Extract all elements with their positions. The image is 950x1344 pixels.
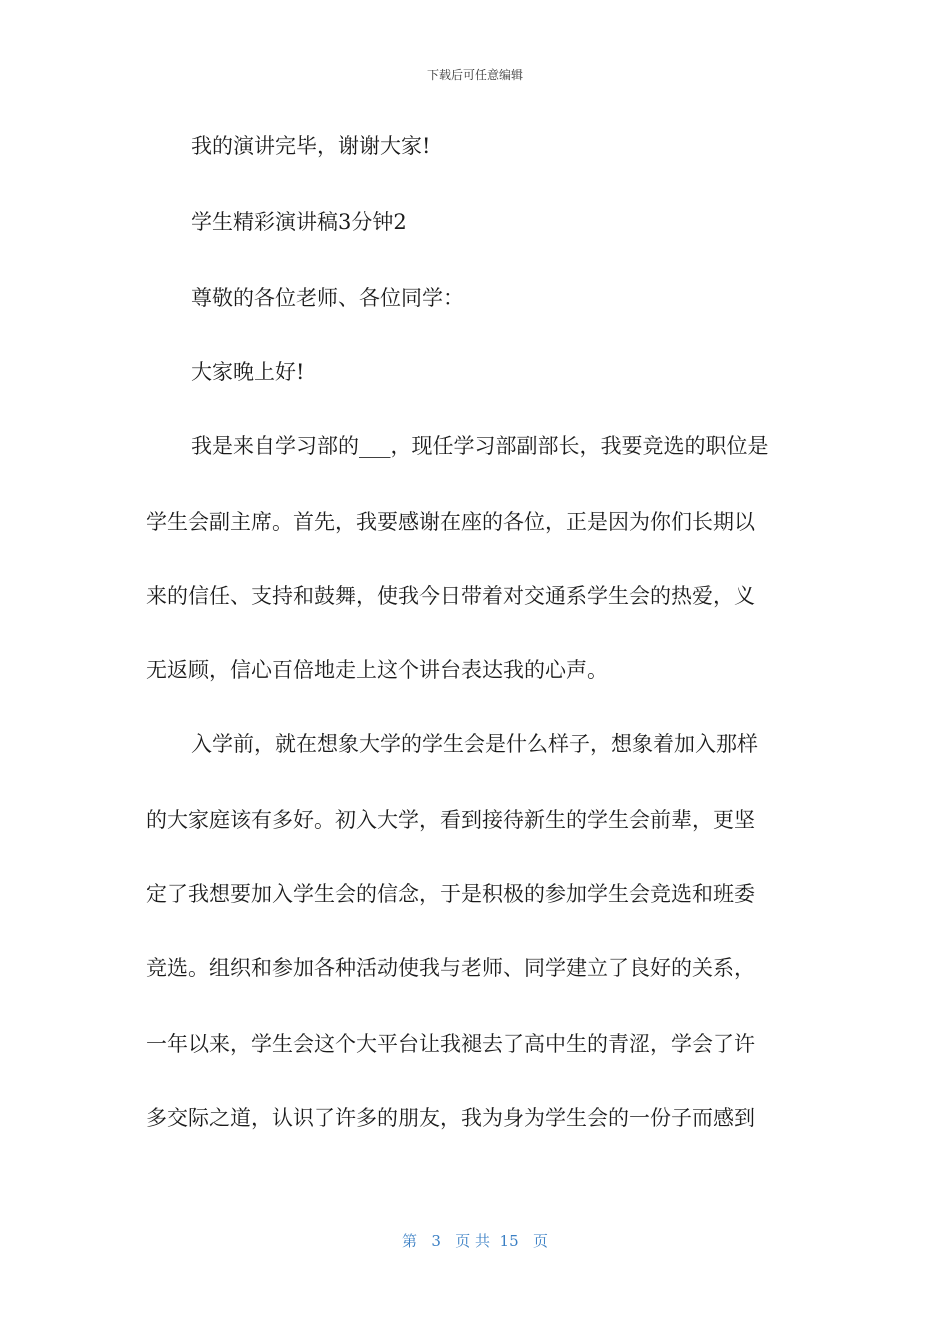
header-note: 下载后可任意编辑: [426, 68, 523, 82]
page-middle: 页 共: [455, 1232, 490, 1250]
text-line: 竞选。组织和参加各种活动使我与老师、同学建立了良好的关系，: [146, 956, 755, 980]
text-line: 定了我想要加入学生会的信念，于是积极的参加学生会竞选和班委: [146, 882, 755, 906]
text-line: 我的演讲完毕，谢谢大家!: [191, 134, 431, 158]
text-line: 入学前，就在想象大学的学生会是什么样子，想象着加入那样: [191, 732, 758, 756]
page-footer: [0, 1230, 950, 1251]
text-line: 一年以来，学生会这个大平台让我褪去了高中生的青涩，学会了许: [146, 1032, 755, 1056]
text-line: 学生会副主席。首先，我要感谢在座的各位，正是因为你们长期以: [146, 510, 755, 534]
text-line: 学生精彩演讲稿3分钟2: [191, 210, 407, 234]
text-line: 尊敬的各位老师、各位同学：: [191, 286, 464, 310]
text-line: 多交际之道，认识了许多的朋友，我为身为学生会的一份子而感到: [146, 1106, 755, 1130]
text-line: 的大家庭该有多好。初入大学，看到接待新生的学生会前辈，更坚: [146, 808, 755, 832]
text-line: 来的信任、支持和鼓舞，使我今日带着对交通系学生会的热爱，义: [146, 584, 755, 608]
page-number: 3: [431, 1232, 441, 1250]
text-line: 大家晚上好!: [191, 360, 305, 384]
page-total: 15: [499, 1232, 519, 1250]
text-line: 我是来自学习部的___，现任学习部副部长，我要竞选的职位是: [191, 434, 769, 458]
page-prefix: 第: [402, 1232, 418, 1250]
text-line: 无返顾，信心百倍地走上这个讲台表达我的心声。: [146, 658, 608, 682]
page-suffix: 页: [532, 1232, 548, 1250]
